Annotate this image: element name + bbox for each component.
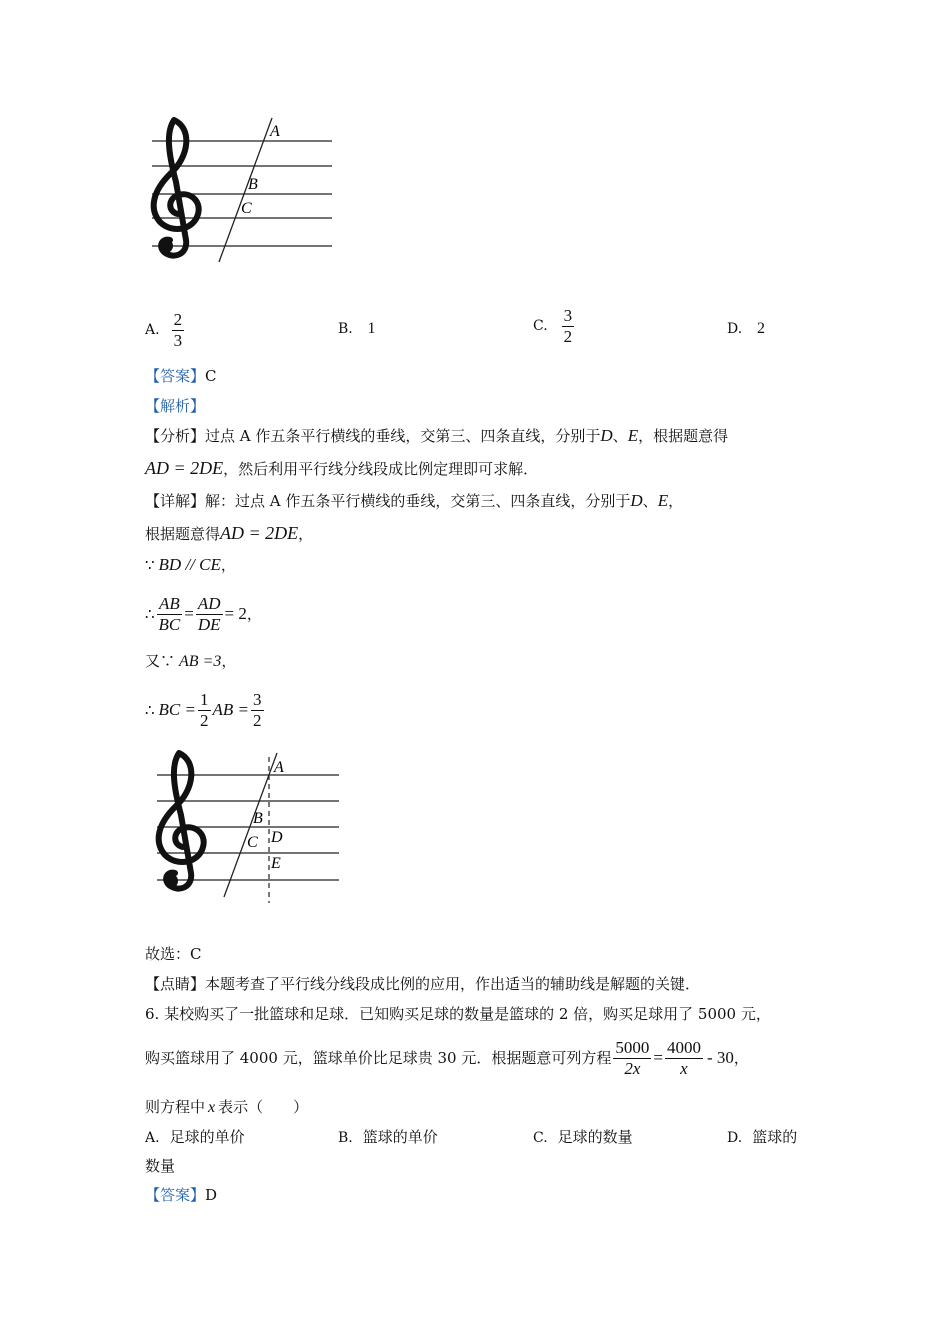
q6-option-d-wrap: 数量 — [145, 1157, 176, 1175]
label-b: B — [248, 176, 258, 193]
q6-option-d: D. 篮球的 — [727, 1128, 798, 1146]
fraction: $\frac{AD}{DE}$ — [197, 593, 221, 634]
q5-ratio-line: ∴ $\frac{AB}{BC}$ = $\frac{AD}{DE}$ = 2 ， — [145, 593, 262, 634]
fraction: $\frac{2}{3}$ — [173, 309, 183, 350]
fraction: $\frac{3}{2}$ — [563, 305, 573, 346]
staff-figure-bottom — [145, 745, 350, 905]
label-c: C — [247, 834, 258, 851]
staff-figure-top — [140, 112, 340, 267]
q5-analysis-tag: 【解析】 — [145, 397, 206, 415]
q5-dianjing: 【点睛】本题考查了平行线分线段成比例的应用，作出适当的辅助线是解题的关键． — [145, 975, 701, 993]
option-b: B. 1 — [338, 320, 376, 337]
fraction: $\frac{4000}{x}$ — [666, 1037, 701, 1078]
q6-answer: 【答案】D — [145, 1186, 218, 1204]
fraction: $\frac{5000}{2x}$ — [615, 1037, 650, 1078]
fraction: $\frac{1}{2}$ — [200, 689, 209, 730]
treble-clef-icon — [154, 120, 199, 256]
q5-fenxi-line2: AD = 2DE，然后利用平行线分线段成比例定理即可求解． — [145, 458, 539, 478]
q6-line2: 购买篮球用了 4000 元，篮球单价比足球贵 30 元．根据题意可列方程 $\frac{5000}{2x}$ = $\frac{4000}{x}$ - 30 ， — [145, 1037, 749, 1078]
label-a: A — [274, 759, 284, 776]
fraction: $\frac{3}{2}$ — [253, 689, 262, 730]
q5-ab-line: 又∵ AB =3， — [145, 652, 237, 670]
q5-parallel-line: ∵ BD // CE， — [145, 555, 236, 574]
fraction: $\frac{AB}{BC}$ — [158, 593, 181, 634]
q5-conclusion: 故选：C — [145, 945, 202, 963]
q5-answer: 【答案】C — [145, 367, 217, 385]
treble-clef-icon — [159, 753, 204, 889]
label-a: A — [270, 123, 280, 140]
option-a: A. $\frac{2}{3}$ — [145, 309, 183, 350]
label-b: B — [253, 810, 263, 827]
option-d: D. 2 — [727, 320, 765, 337]
label-e: E — [271, 855, 281, 872]
option-c: C. $\frac{3}{2}$ — [533, 305, 573, 346]
q6-line1: 6. 某校购买了一批篮球和足球．已知购买足球的数量是篮球的 2 倍，购买足球用了 5000 元， — [145, 1005, 771, 1023]
q5-bc-line: ∴ BC = $\frac{1}{2}$ AB = $\frac{3}{2}$ — [145, 689, 262, 730]
label-d: D — [271, 829, 283, 846]
q6-option-a: A. 足球的单价 — [145, 1128, 245, 1146]
q5-fenxi-line1: 【分析】过点 A 作五条平行横线的垂线，交第三、四条直线，分别于D、E，根据题意得 — [145, 426, 729, 445]
q6-line3: 则方程中 x 表示（ ） — [145, 1098, 309, 1116]
q6-option-b: B. 篮球的单价 — [338, 1128, 438, 1146]
label-c: C — [241, 200, 252, 217]
q5-xiangjie-line2: 根据题意得AD = 2DE， — [145, 523, 314, 543]
q6-option-c: C. 足球的数量 — [533, 1128, 633, 1146]
q5-xiangjie-line1: 【详解】解：过点 A 作五条平行横线的垂线，交第三、四条直线，分别于D、E， — [145, 491, 684, 510]
